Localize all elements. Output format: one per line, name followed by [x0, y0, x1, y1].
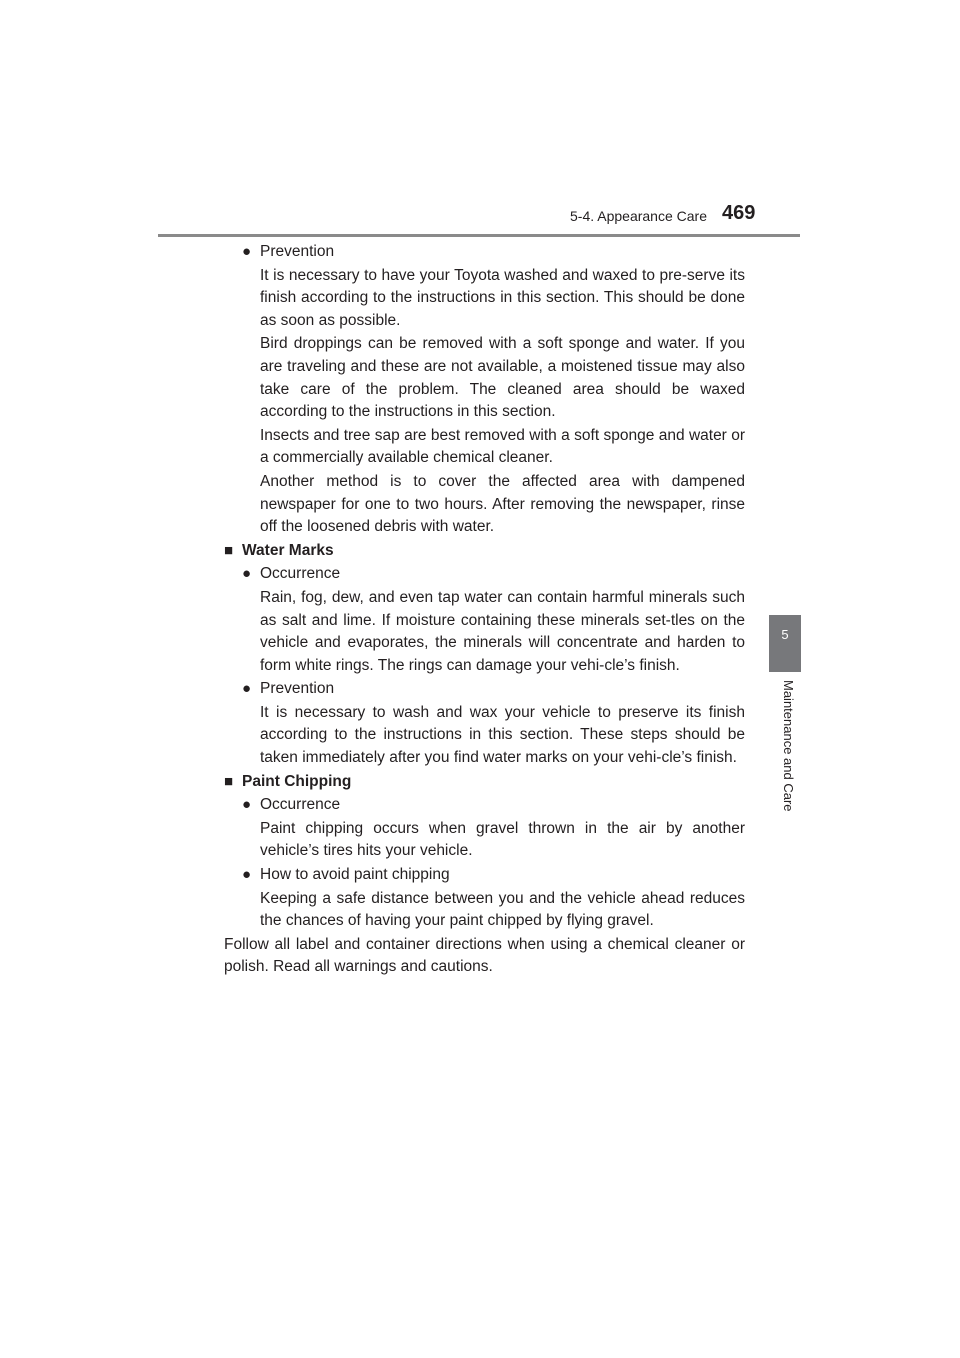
bullet-icon: ●	[242, 680, 252, 698]
bullet-icon: ●	[242, 243, 252, 260]
bullet-prevention: ● Prevention	[224, 678, 745, 701]
square-bullet-icon: ■	[224, 772, 234, 790]
bullet-occurrence: ● Occurrence	[224, 794, 745, 817]
chapter-number: 5	[781, 627, 789, 642]
chapter-tab	[769, 615, 801, 672]
section-title: 5-4. Appearance Care	[570, 208, 707, 224]
body-text: Keeping a safe distance between you and the vehicle ahead reduces the chances of having your paint chipped by flying gravel.	[260, 889, 745, 930]
bullet-icon: ●	[242, 796, 252, 814]
bullet-icon: ●	[242, 565, 252, 583]
bullet-occurrence: ● Occurrence	[224, 563, 745, 586]
heading-water-marks: ■ Water Marks	[224, 540, 745, 563]
body-text: It is necessary to have your Toyota washed and waxed to pre-serve its finish according to the instructions in this section. This should be done as soon as possible.	[260, 266, 745, 329]
chapter-title: Maintenance and Care	[781, 680, 796, 812]
closing-paragraph: Follow all label and container directions when using a chemical cleaner or polish. Read all warnings and cautions.	[224, 935, 745, 976]
body-text: Rain, fog, dew, and even tap water can contain harmful minerals such as salt and lime. If moisture containing these minerals set-tles on the vehicle and evaporates, the minerals will concentrate and harden to form white rings. The rings can damage your vehi-cle’s finish.	[260, 588, 745, 674]
body-text: Bird droppings can be removed with a soft sponge and water. If you are traveling and these are not available, a moistened tissue may also take care of the problem. The cleaned area should be waxed according to the instructions in this section.	[260, 335, 745, 421]
bullet-prevention: ● Prevention	[224, 241, 745, 264]
header-divider	[158, 234, 800, 237]
body-text: Paint chipping occurs when gravel thrown in the air by another vehicle’s tires hits your vehicle.	[260, 819, 745, 860]
page-content	[224, 241, 745, 979]
page-number: 469	[722, 202, 756, 224]
body-text: Another method is to cover the affected area with dampened newspaper for one to two hours. After removing the newspaper, rinse off the loosened debris with water.	[260, 472, 745, 536]
square-bullet-icon: ■	[224, 541, 234, 559]
body-text: Insects and tree sap are best removed with a soft sponge and water or a commercially available chemical cleaner.	[260, 426, 745, 467]
heading-paint-chipping: ■ Paint Chipping	[224, 771, 745, 794]
body-text: It is necessary to wash and wax your vehicle to preserve its finish according to the instructions in this section. These steps should be taken immediately after you find water marks on your vehi-cle’s finish.	[260, 703, 745, 767]
bullet-how-to-avoid: ● How to avoid paint chipping	[224, 864, 745, 887]
bullet-icon: ●	[242, 866, 252, 884]
